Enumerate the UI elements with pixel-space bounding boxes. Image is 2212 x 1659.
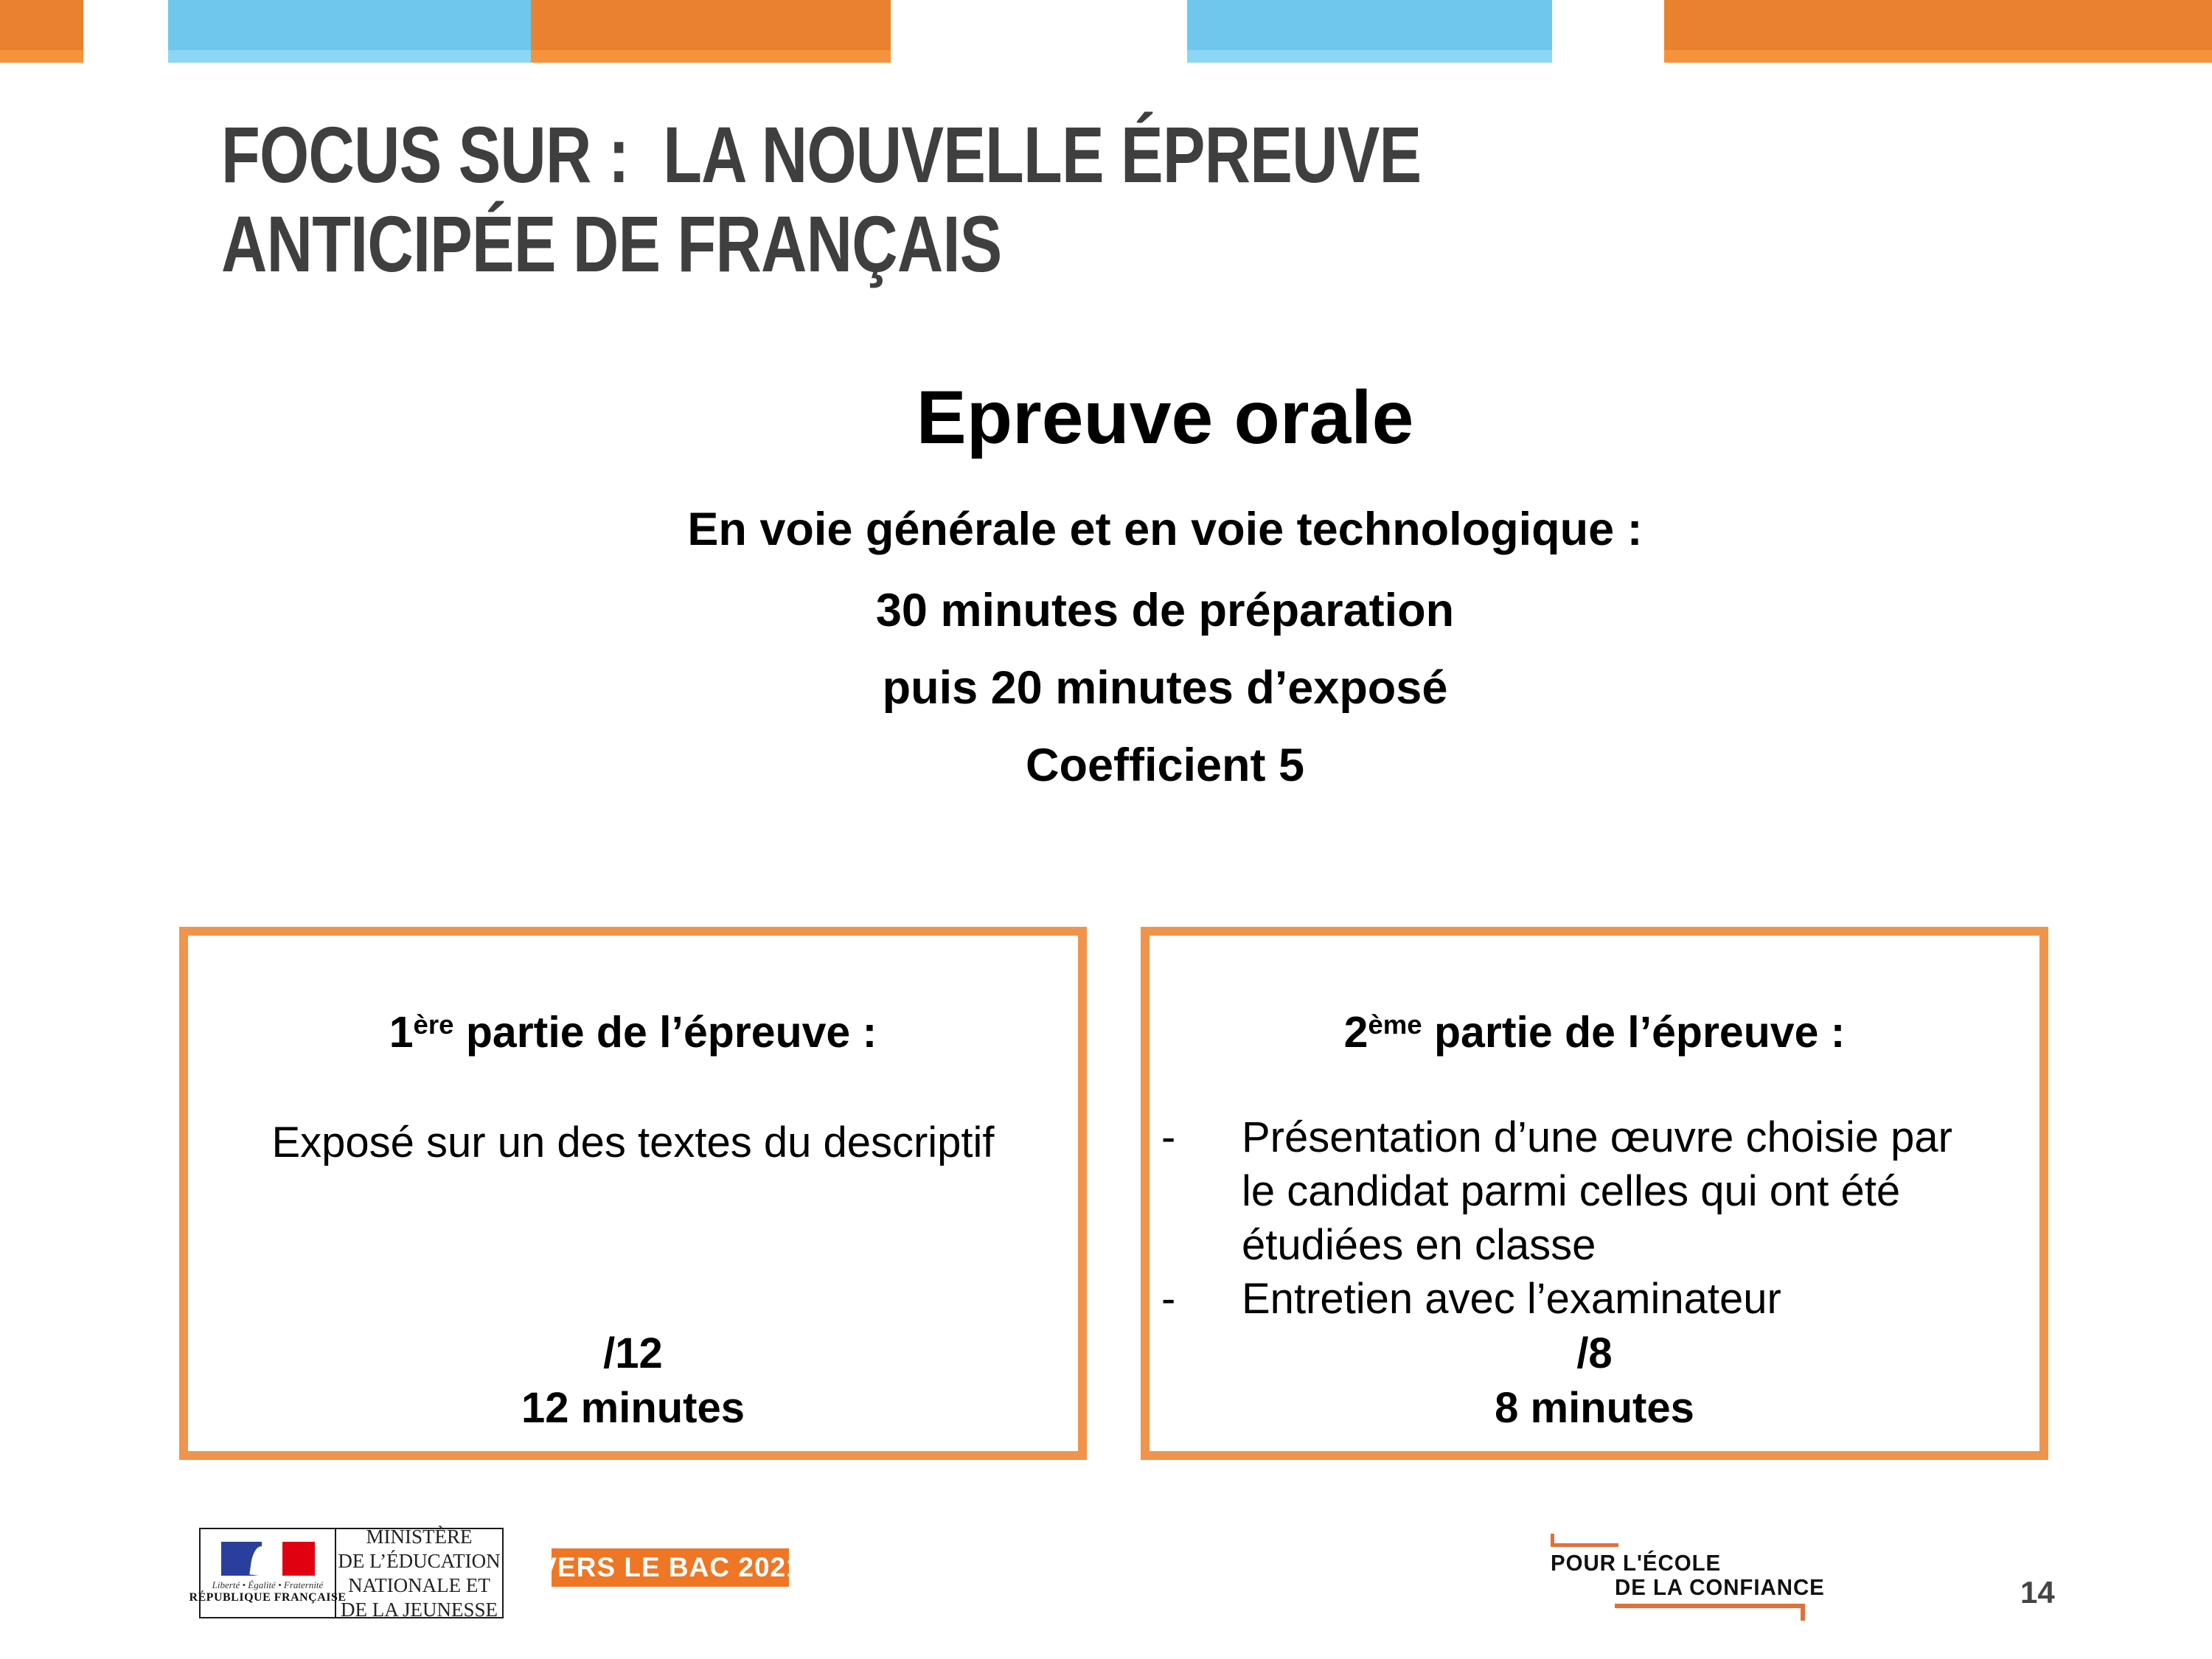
ministry-logo-flag-cell [189, 1529, 347, 1617]
slide-title [221, 111, 1721, 289]
ministry-name-line-2: DE L’ÉDUCATION [338, 1549, 501, 1572]
bullet-text [1242, 1272, 2031, 1326]
part-2-heading-rest: partie de l’épreuve : [1422, 1008, 1846, 1057]
bullet-text [1242, 1110, 2031, 1272]
bullet-text-line: étudiées en classe [1242, 1221, 1596, 1269]
flag-red-stripe [282, 1542, 315, 1576]
confiance-top-bracket-icon [1551, 1534, 1618, 1547]
republic-label: RÉPUBLIQUE FRANÇAISE [189, 1591, 347, 1604]
part-1-heading-rest: partie de l’épreuve : [453, 1008, 877, 1057]
page-number: 14 [2020, 1575, 2055, 1610]
bullet-dash: - [1161, 1275, 1176, 1323]
topbar-orange-block-1 [0, 0, 83, 63]
part-2-bullet-list [1161, 1110, 2031, 1326]
part-1-description: Exposé sur un des textes du descriptif [271, 1119, 995, 1166]
slide-title-line-1: FOCUS SUR : LA NOUVELLE ÉPREUVE [221, 110, 1422, 199]
flag-white-stripe [262, 1542, 282, 1576]
ministry-name-line-4: DE LA JEUNESSE [340, 1598, 498, 1621]
part-1-duration: 12 minutes [521, 1384, 745, 1432]
confiance-logo-line-2: DE LA CONFIANCE [1615, 1574, 1825, 1600]
flag-blue-stripe [221, 1542, 262, 1576]
part-2-heading-number: 2 [1343, 1008, 1368, 1057]
bullet-text-line: Présentation d’une œuvre choisie par [1242, 1113, 1952, 1161]
intro-line-1: En voie générale et en voie technologique : [687, 504, 1643, 555]
intro-line-2: 30 minutes de préparation [875, 585, 1455, 636]
ministry-name-line-1: MINISTÈRE [366, 1525, 473, 1548]
part-2-heading [1141, 1007, 2048, 1057]
topbar-orange-block-3 [1664, 0, 2212, 63]
vers-le-bac-badge: VERS LE BAC 2021 [552, 1548, 789, 1587]
french-flag-icon [221, 1542, 315, 1576]
part-2-bullet-item-2 [1161, 1272, 2031, 1326]
part-2-score: /8 [1576, 1329, 1613, 1377]
part-2-heading-ordinal: ème [1368, 1009, 1422, 1040]
intro-line-4: Coefficient 5 [1025, 740, 1305, 791]
confiance-logo-line-1: POUR L'ÉCOLE [1551, 1550, 1722, 1576]
republic-motto: Liberté • Égalité • Fraternité [212, 1579, 324, 1590]
intro-heading: Epreuve orale [916, 375, 1414, 459]
part-2-duration: 8 minutes [1495, 1384, 1694, 1432]
topbar-blue-block-2 [1187, 0, 1552, 63]
part-1-heading-ordinal: ère [413, 1009, 454, 1040]
part-1-heading-number: 1 [389, 1008, 414, 1057]
slide-title-line-2: ANTICIPÉE DE FRANÇAIS [221, 198, 1002, 288]
ministry-name [336, 1525, 502, 1621]
bullet-dash: - [1161, 1113, 1176, 1161]
bullet-text-line: Entretien avec l’examinateur [1242, 1275, 1781, 1323]
part-1-heading [179, 1007, 1087, 1057]
intro-line-3: puis 20 minutes d’exposé [882, 662, 1448, 714]
part-2-bullet-item-1 [1161, 1110, 2031, 1272]
ministry-name-line-3: NATIONALE ET [348, 1573, 490, 1596]
topbar-blue-block-1 [168, 0, 531, 63]
confiance-bottom-bracket-icon [1615, 1604, 1805, 1621]
topbar-orange-block-2 [531, 0, 891, 63]
part-1-score: /12 [603, 1329, 663, 1377]
ministry-logo [189, 1525, 504, 1621]
bullet-text-line: le candidat parmi celles qui ont été [1242, 1167, 1901, 1215]
